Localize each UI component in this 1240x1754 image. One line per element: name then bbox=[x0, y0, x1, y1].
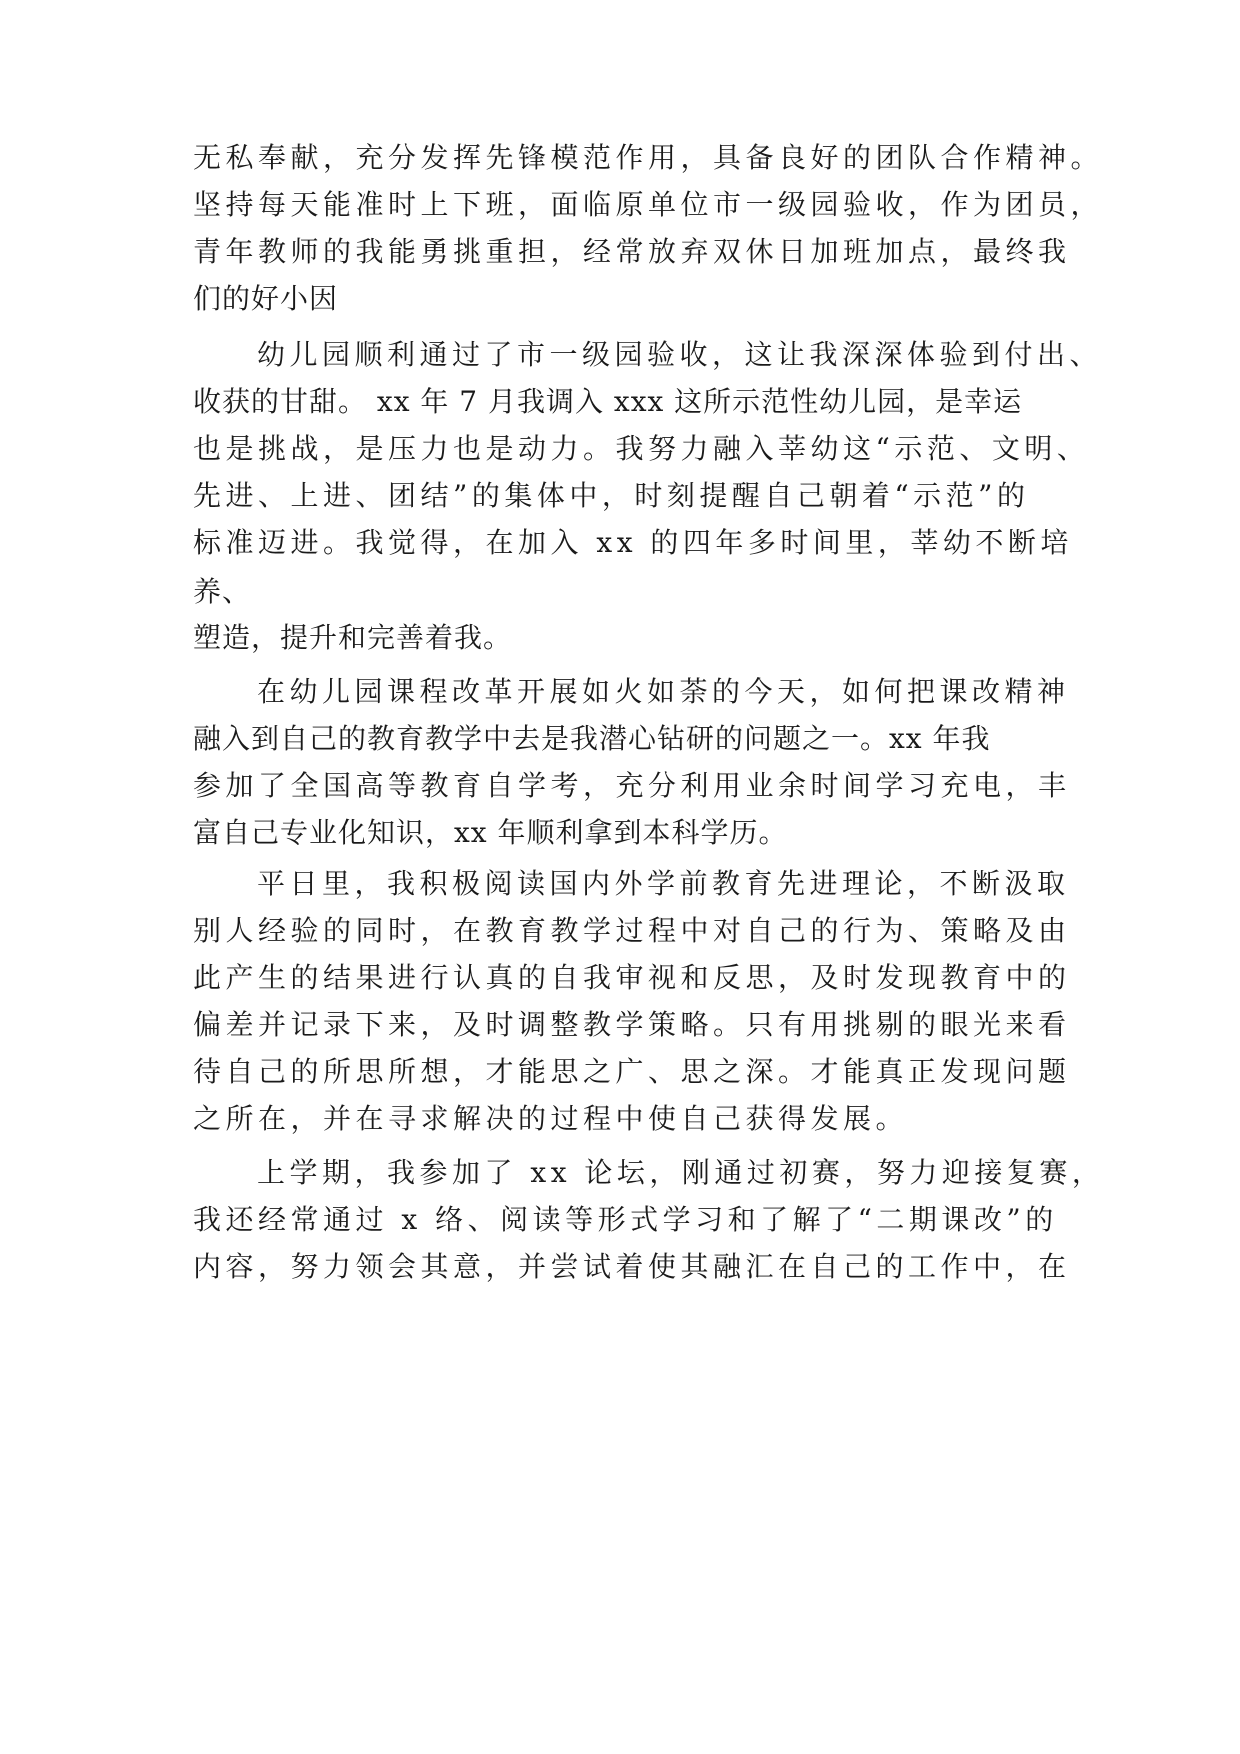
text-line: 先进、上进、团结”的集体中，时刻提醒自己朝着“示范”的 bbox=[193, 479, 1030, 512]
text-line: 别人经验的同时，在教育教学过程中对自己的行为、策略及由 bbox=[193, 914, 1071, 947]
text-line: 养、 bbox=[193, 575, 252, 608]
text-line: 富自己专业化知识，xx 年顺利拿到本科学历。 bbox=[193, 816, 788, 849]
text-line: 待自己的所思所想，才能思之广、思之深。才能真正发现问题 bbox=[193, 1055, 1071, 1088]
text-line: 我还经常通过 x 络、阅读等形式学习和了解了“二期课改”的 bbox=[193, 1203, 1058, 1236]
text-line: 此产生的结果进行认真的自我审视和反思，及时发现教育中的 bbox=[193, 961, 1071, 994]
text-line: 参加了全国高等教育自学考，充分利用业余时间学习充电，丰 bbox=[193, 769, 1071, 802]
text-line: 收获的甘甜。 xx 年 7 月我调入 xxx 这所示范性幼儿园，是幸运 bbox=[193, 385, 1023, 418]
text-line: 坚持每天能准时上下班，面临原单位市一级园验收，作为团员， bbox=[193, 188, 1104, 221]
paragraph-first-line: 上学期，我参加了 xx 论坛，刚通过初赛，努力迎接复赛， bbox=[257, 1156, 1105, 1189]
paragraph-first-line: 平日里，我积极阅读国内外学前教育先进理论，不断汲取 bbox=[257, 867, 1070, 900]
text-line: 们的好小因 bbox=[193, 282, 339, 315]
paragraph-first-line: 幼儿园顺利通过了市一级园验收，这让我深深体验到付出、 bbox=[257, 338, 1103, 371]
text-line: 青年教师的我能勇挑重担，经常放弃双休日加班加点，最终我 bbox=[193, 235, 1071, 268]
text-line: 内容，努力领会其意，并尝试着使其融汇在自己的工作中，在 bbox=[193, 1250, 1071, 1283]
text-line: 之所在，并在寻求解决的过程中使自己获得发展。 bbox=[193, 1102, 909, 1135]
text-line: 塑造，提升和完善着我。 bbox=[193, 621, 513, 654]
text-line: 也是挑战，是压力也是动力。我努力融入莘幼这“示范、文明、 bbox=[193, 432, 1090, 465]
text-line: 融入到自己的教育教学中去是我潜心钻研的问题之一。xx 年我 bbox=[193, 722, 991, 755]
text-line: 偏差并记录下来，及时调整教学策略。只有用挑剔的眼光来看 bbox=[193, 1008, 1071, 1041]
paragraph-first-line: 在幼儿园课程改革开展如火如荼的今天，如何把课改精神 bbox=[257, 675, 1070, 708]
text-line: 标准迈进。我觉得，在加入 xx 的四年多时间里，莘幼不断培 bbox=[193, 526, 1073, 559]
text-line: 无私奉献，充分发挥先锋模范作用，具备良好的团队合作精神。 bbox=[193, 141, 1104, 174]
